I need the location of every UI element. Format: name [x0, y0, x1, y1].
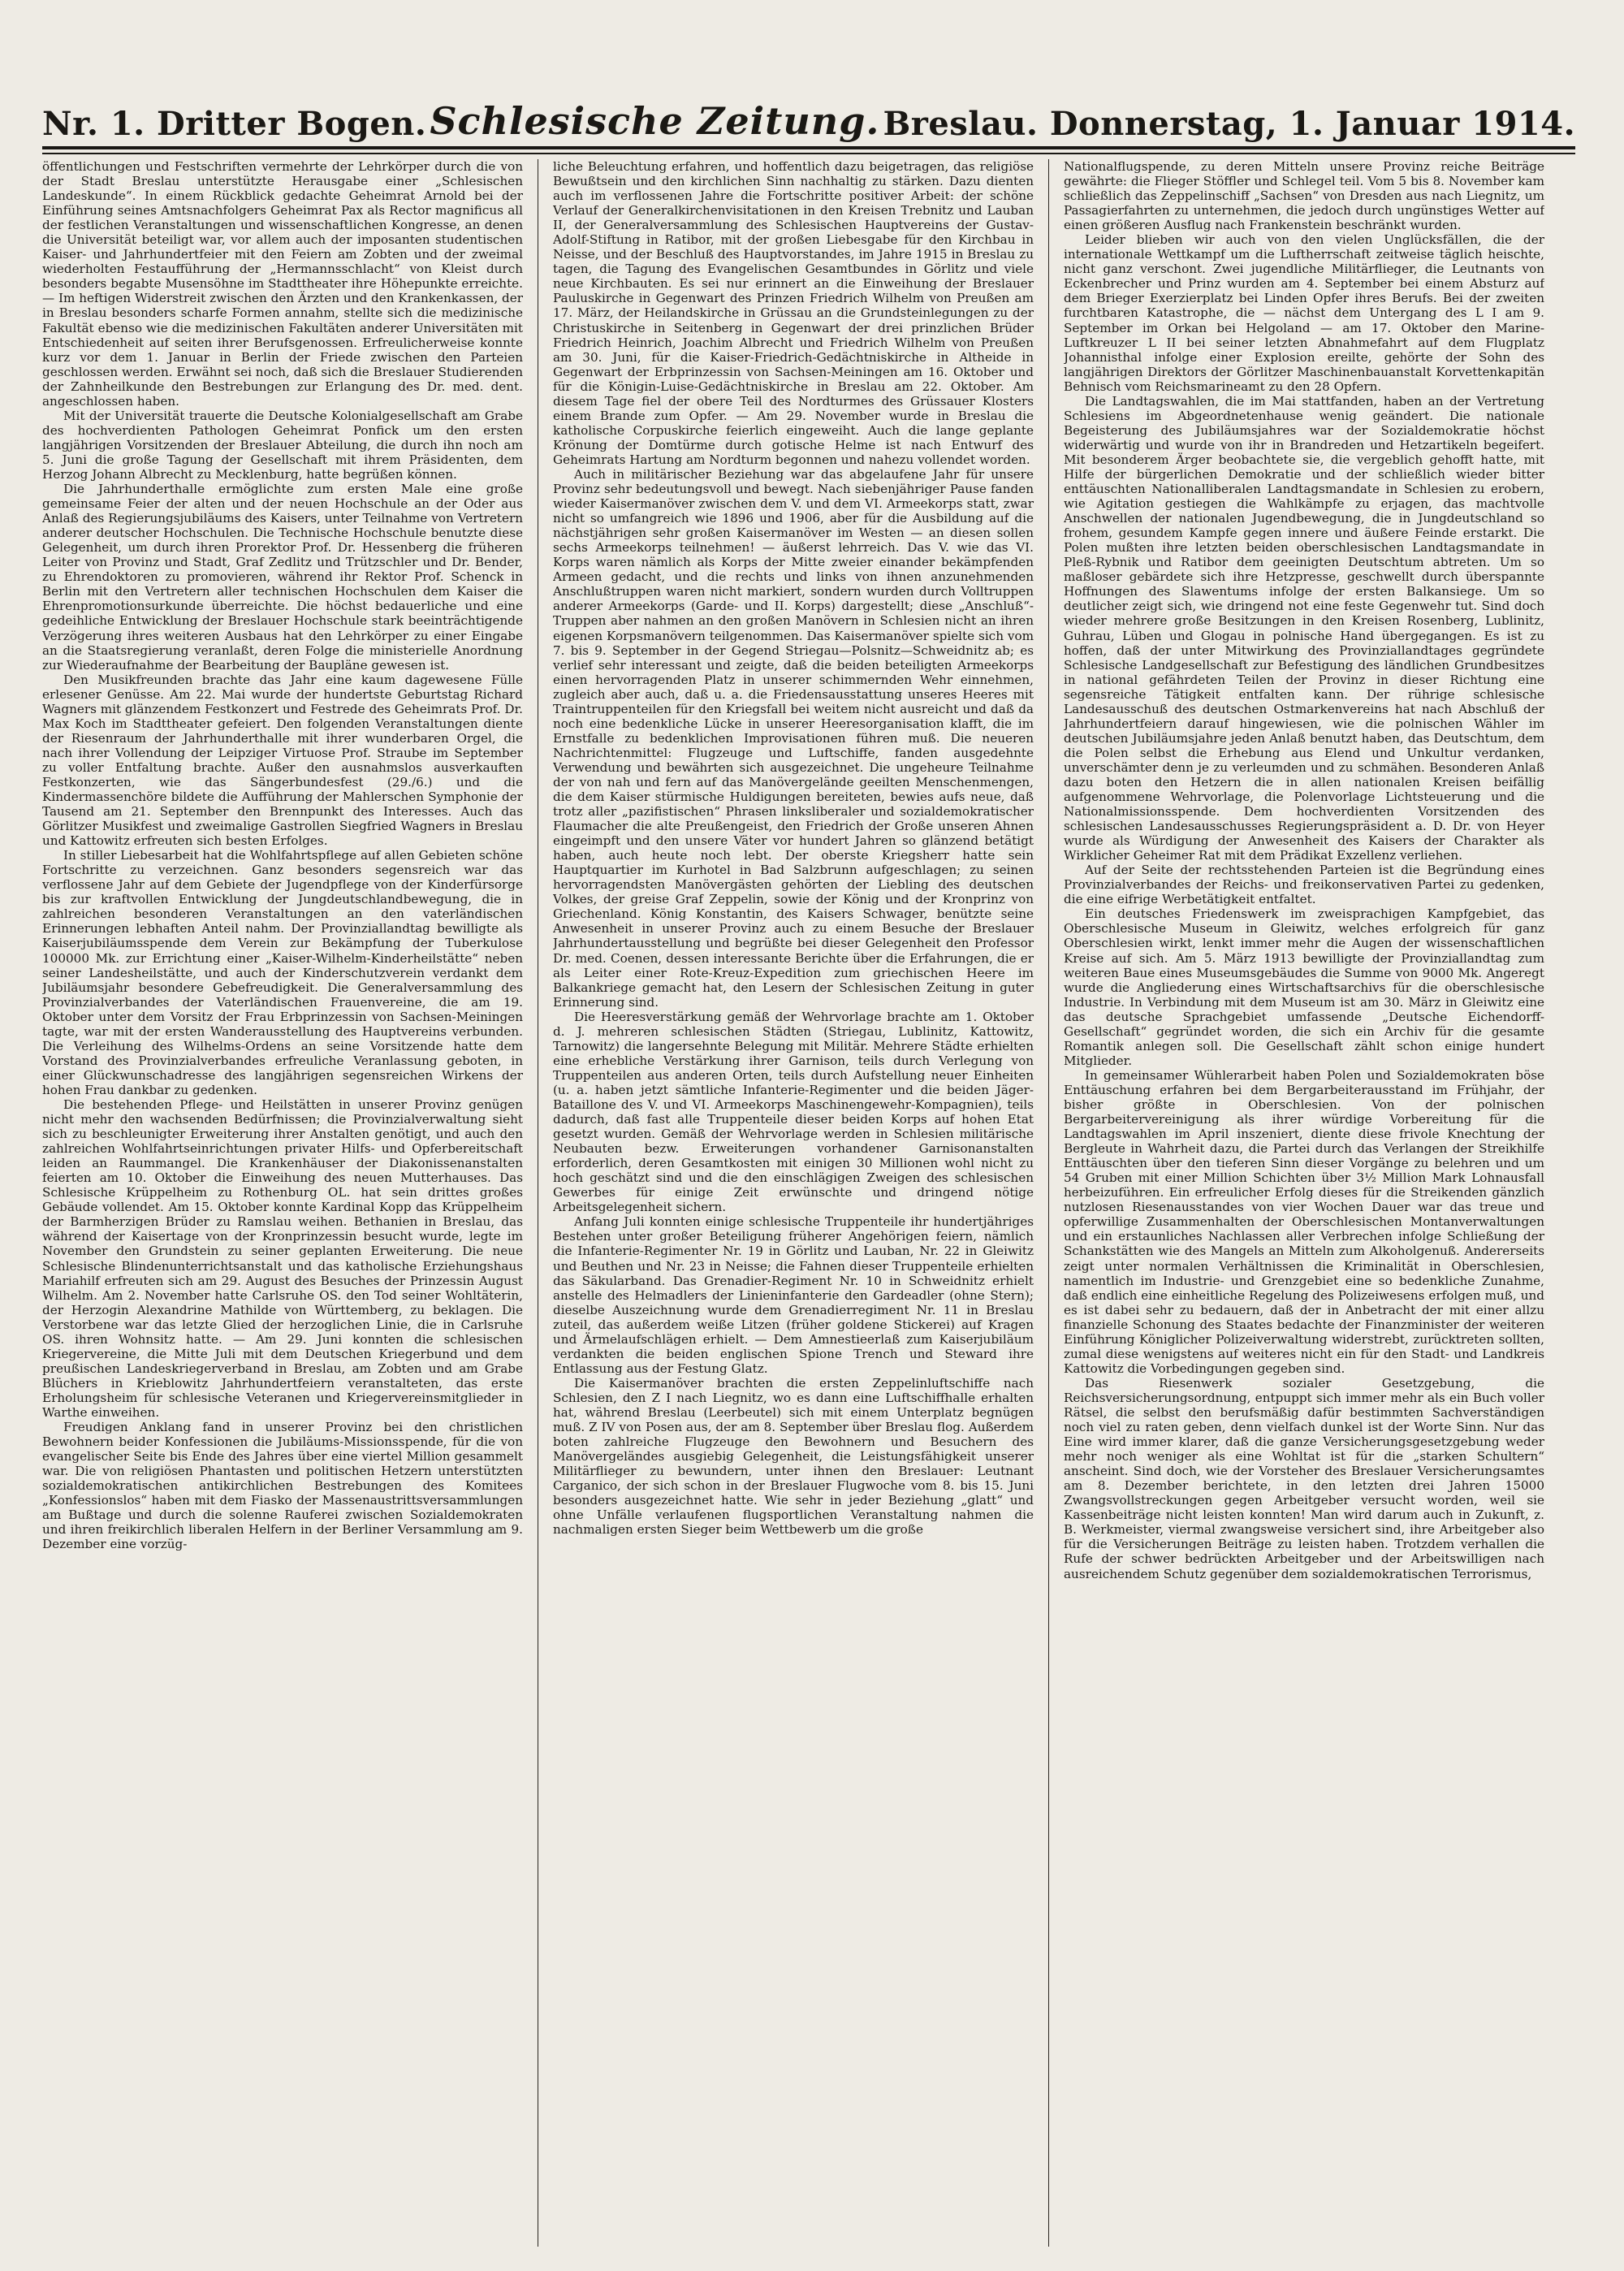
paragraph: In stiller Liebesarbeit hat die Wohlfahrtspflege auf allen Gebieten schöne Fortschritte zu verzeichnen. Ganz besonders segensreich war das verflossene Jahr auf dem Gebiete der Jugendpflege von der Kinderfürsorge bis zur kraftvollen Entwicklung der Jungdeutschlandbewegung, die in zahlreichen besonderen Veranstaltungen an den vaterländischen Erinnerungen lebhaften Anteil nahm. Der Provinziallandtag bewilligte als Kaiserjubiläumsspende dem Verein zur Bekämpfung der Tuberkulose 100000 Mk. zur Errichtung einer „Kaiser-Wilhelm-Kinderheilstätte“ neben seiner Landesheilstätte, und auch der Kinderschutzverein verdankt dem Jubiläumsjahr besondere Gebefreudigkeit. Die Generalversammlung des Provinzialverbandes der Vaterländischen Frauenvereine, die am 19. Oktober unter dem Vorsitz der Frau Erbprinzessin von Sachsen-Meiningen tagte, war mit der ersten Wanderausstellung des Hauptvereins verbunden. Die Verleihung des Wilhelms-Ordens an seine Vorsitzende hatte dem Vorstand des Provinzialverbandes erfreuliche Veranlassung geboten, in einer Glückwunschadresse des langjährigen segensreichen Wirkens der hohen Frau dankbar zu gedenken.	[42, 848, 523, 1097]
paragraph: öffentlichungen und Festschriften vermehrte der Lehrkörper durch die von der Stadt Breslau unterstützte Herausgabe einer „Schlesischen Landeskunde“. In einem Rückblick gedachte Geheimrat Arnold bei der Einführung seines Amtsnachfolgers Geheimrat Pax als Rector magnificus all der festlichen Veranstaltungen und wissenschaftlichen Kongresse, an denen die Universität beteiligt war, vor allem auch der imposanten studentischen Kaiser- und Jahrhundertfeier mit den Feiern am Zobten und der zweimal wiederholten Festaufführung der „Hermannsschlacht“ von Kleist durch besonders begabte Musensöhne im Stadttheater ihre Höhepunkte erreichte. — Im heftigen Widerstreit zwischen den Ärzten und den Krankenkassen, der in Breslau besonders scharfe Formen annahm, stellte sich die medizinische Fakultät ebenso wie die medizinischen Fakultäten anderer Universitäten mit Entschiedenheit auf seiten ihrer Berufsgenossen. Erfreulicherweise konnte kurz vor dem 1. Januar in Berlin der Friede zwischen den Parteien geschlossen werden. Erwähnt sei noch, daß sich die Breslauer Studierenden der Zahnheilkunde den Bestrebungen zur Erlangung des Dr. med. dent. angeschlossen haben.	[42, 159, 523, 409]
paragraph: Die Kaisermanöver brachten die ersten Zeppelinluftschiffe nach Schlesien, den Z I nach Liegnitz, wo es dann eine Luftschiffhalle erhalten hat, während Breslau (Leerbeutel) sich mit einem Unterplatz begnügen muß. Z IV von Posen aus, der am 8. September über Breslau flog. Außerdem boten zahlreiche Flugzeuge den Bewohnern und Besuchern des Manövergeländes ausgiebig Gelegenheit, die Leistungsfähigkeit unserer Militärflieger zu bewundern, unter ihnen den Breslauer: Leutnant Carganico, der sich schon in der Breslauer Flugwoche vom 8. bis 15. Juni besonders ausgezeichnet hatte. Wie sehr in jeder Beziehung „glatt“ und ohne Unfälle verlaufenen flugsportlichen Veranstaltung nahmen die nachmaligen ersten Sieger beim Wettbewerb um die große	[553, 1375, 1034, 1538]
text-columns	[42, 159, 1575, 2247]
paragraph: Die Landtagswahlen, die im Mai stattfanden, haben an der Vertretung Schlesiens im Abgeordnetenhause wenig geändert. Die nationale Begeisterung des Jubiläumsjahres war der Sozialdemokratie höchst widerwärtig und wurde von ihr in Brandreden und Hetzartikeln begeifert. Mit besonderem Ärger beobachtete sie, die vergeblich gehofft hatte, mit Hilfe der bürgerlichen Demokratie und der schließlich wieder bitter enttäuschten Nationalliberalen Landtagsmandate in Schlesien zu erobern, wie Agitation gestiegen die Wahlkämpfe zu erjagen, das machtvolle Anschwellen der nationalen Jugendbewegung, die in Jungdeutschland so frohem, gesundem Kampfe gegen innere und äußere Feinde erstarkt. Die Polen mußten ihre letzten beiden oberschlesischen Landtagsmandate in Pleß-Rybnik und Ratibor dem geeinigten Deutschtum abtreten. Um so maßloser gebärdete sich ihre Hetzpresse, geschwellt durch überspannte Hoffnungen des Slawentums infolge der ersten Balkansiege. Um so deutlicher zeigt sich, wie dringend not eine feste Gegenwehr tut. Sind doch wieder mehrere große Besitzungen in den Kreisen Rosenberg, Lublinitz, Guhrau, Lüben und Glogau in polnische Hand übergegangen. Es ist zu hoffen, daß der unter Mitwirkung des Provinziallandtages gegründete Schlesische Landgesellschaft zur Befestigung des ländlichen Grundbesitzes in national gefährdeten Teilen der Provinz in dieser Richtung eine segensreiche Tätigkeit entfalten kann. Der rührige schlesische Landesausschuß des deutschen Ostmarkenvereins hat nach Abschluß der Jahrhundertfeiern darauf hingewiesen, wie die polnischen Wähler im deutschen Jubiläumsjahre jeden Anlaß benutzt haben, das Deutschtum, dem die Polen selbst die Erhebung aus Elend und Unkultur verdanken, unverschämter denn je zu verleumden und zu schmähen. Besonderen Anlaß dazu boten den Hetzern die in allen nationalen Kreisen beifällig aufgenommene Wehrvorlage, die Polenvorlage Lichtsteuerung und die Nationalmissionsspende. Dem hochverdienten Vorsitzenden des schlesischen Landesausschusses Regierungspräsident a. D. Dr. von Heyer wurde als Würdigung der Anwesenheit des Kaisers der Charakter als Wirklicher Geheimer Rat mit dem Prädikat Exzellenz verliehen.	[1064, 393, 1544, 863]
paragraph: Die bestehenden Pflege- und Heilstätten in unserer Provinz genügen nicht mehr den wachsenden Bedürfnissen; die Provinzialverwaltung sieht sich zu beschleunigter Erweiterung ihrer Anstalten genötigt, und auch den zahlreichen Wohlfahrtseinrichtungen privater Hilfs- und Opferbereitschaft leiden an Raummangel. Die Krankenhäuser der Diakonissenanstalten feierten am 10. Oktober die Einweihung des neuen Mutterhauses. Das Schlesische Krüppelheim zu Rothenburg OL. hat sein drittes großes Gebäude vollendet. Am 15. Oktober konnte Kardinal Kopp das Krüppelheim der Barmherzigen Brüder zu Ramslau weihen. Bethanien in Breslau, das während der Kaisertage von der Kronprinzessin besucht wurde, legte im November den Grundstein zu seiner geplanten Erweiterung. Die neue Schlesische Blindenunterrichtsanstalt und das katholische Erziehungshaus Mariahilf erfreuten sich am 29. August des Besuches der Prinzessin August Wilhelm. Am 2. November hatte Carlsruhe OS. den Tod seiner Wohltäterin, der Herzogin Alexandrine Mathilde von Württemberg, zu beklagen. Die Verstorbene war das letzte Glied der herzoglichen Linie, die in Carlsruhe OS. ihren Wohnsitz hatte. — Am 29. Juni konnten die schlesischen Kriegervereine, die Mitte Juli mit dem Deutschen Kriegerbund und dem preußischen Landeskriegerverband in Breslau, am Zobten und am Grabe Blüchers in Krieblowitz Jahrhundertfeiern veranstalteten, das erste Erholungsheim für schlesische Veteranen und Kriegervereinsmitglieder in Warthe einweihen.	[42, 1097, 523, 1420]
masthead	[42, 81, 1575, 143]
paragraph: Anfang Juli konnten einige schlesische Truppenteile ihr hundertjähriges Bestehen unter großer Beteiligung früherer Angehörigen feiern, nämlich die Infanterie-Regimenter Nr. 19 in Görlitz und Lauban, Nr. 22 in Gleiwitz und Beuthen und Nr. 23 in Neisse; die Fahnen dieser Truppenteile erhielten das Säkularband. Das Grenadier-Regiment Nr. 10 in Schweidnitz erhielt anstelle des Helmadlers der Linieninfanterie den Gardeadler (ohne Stern); dieselbe Auszeichnung wurde dem Grenadierregiment Nr. 11 in Breslau zuteil, das außerdem weiße Litzen (früher goldene Stickerei) auf Kragen und Ärmelaufschlägen erhielt. — Dem Amnestieerlaß zum Kaiserjubiläum verdankten die beiden englischen Spione Trench und Steward ihre Entlassung aus der Festung Glatz.	[553, 1214, 1034, 1376]
place-date: Breslau. Donnerstag, 1. Januar 1914.	[883, 105, 1575, 143]
paragraph: Mit der Universität trauerte die Deutsche Kolonialgesellschaft am Grabe des hochverdienten Pathologen Geheimrat Ponfick um den ersten langjährigen Vorsitzenden der Breslauer Abteilung, die durch ihn noch am 5. Juni die große Tagung der Gesellschaft mit ihrem Präsidenten, dem Herzog Johann Albrecht zu Mecklenburg, hatte begrüßen können.	[42, 408, 523, 482]
newspaper-title: Schlesische Zeitung.	[430, 99, 880, 143]
column-divider	[1048, 159, 1049, 2247]
column-1	[42, 159, 523, 2247]
paragraph: Die Heeresverstärkung gemäß der Wehrvorlage brachte am 1. Oktober d. J. mehreren schlesischen Städten (Striegau, Lublinitz, Kattowitz, Tarnowitz) die langersehnte Belegung mit Militär. Mehrere Städte erhielten eine erhebliche Verstärkung ihrer Garnison, teils durch Verlegung von Truppenteilen aus anderen Orten, teils durch Aufstellung neuer Einheiten (u. a. haben jetzt sämtliche Infanterie-Regimenter und die beiden Jäger-Bataillone des V. und VI. Armeekorps Maschinengewehr-Kompagnien), teils dadurch, daß fast alle Truppenteile dieser beiden Korps auf hohen Etat gesetzt wurden. Gemäß der Wehrvorlage werden in Schlesien militärische Neubauten bezw. Erweiterungen vorhandener Garnisonanstalten erforderlich, deren Gesamtkosten mit einigen 30 Millionen wohl nicht zu hoch geschätzt sind und die den einschlägigen Zweigen des schlesischen Gewerbes für einige Zeit erwünschte und dringend nötige Arbeitsgelegenheit sichern.	[553, 1009, 1034, 1215]
masthead-rule	[42, 146, 1575, 149]
paragraph: Die Jahrhunderthalle ermöglichte zum ersten Male eine große gemeinsame Feier der alten und der neuen Hochschule an der Oder aus Anlaß des Regierungsjubiläums des Kaisers, unter Teilnahme von Vertretern anderer deutscher Hochschulen. Die Technische Hochschule benutzte diese Gelegenheit, um durch ihren Prorektor Prof. Dr. Hessenberg die früheren Leiter von Provinz und Stadt, Graf Zedlitz und Trützschler und Dr. Bender, zu Ehrendoktoren zu promovieren, während ihr Rektor Prof. Schenck in Berlin mit den Vertretern aller technischen Hochschulen dem Kaiser die Ehrenpromotionsurkunde überreichte. Die höchst bedauerliche und eine gedeihliche Entwicklung der Breslauer Hochschule stark beeinträchtigende Verzögerung ihres weiteren Ausbaus hat den Lehrkörper zu einer Eingabe an die Staatsregierung veranlaßt, deren Folge die ministerielle Anordnung zur Wiederaufnahme der Bearbeitung der Baupläne gewesen ist.	[42, 482, 523, 673]
column-3	[1064, 159, 1544, 2247]
paragraph: Leider blieben wir auch von den vielen Unglücksfällen, die der internationale Wettkampf um die Luftherrschaft zeitweise täglich heischte, nicht ganz verschont. Zwei jugendliche Militärflieger, die Leutnants von Eckenbrecher und Prinz wurden am 4. September bei einem Absturz auf dem Brieger Exerzierplatz bei Linden Opfer ihres Berufs. Bei der zweiten furchtbaren Katastrophe, die — nächst dem Untergang des L I am 9. September im Orkan bei Helgoland — am 17. Oktober den Marine-Luftkreuzer L II bei seiner letzten Abnahmefahrt auf dem Flugplatz Johannisthal infolge einer Explosion ereilte, gehörte der Sohn des langjährigen Direktors der Görlitzer Maschinenbauanstalt Korvettenkapitän Behnisch vom Reichsmarineamt zu den 28 Opfern.	[1064, 232, 1544, 394]
paragraph: Auch in militärischer Beziehung war das abgelaufene Jahr für unsere Provinz sehr bedeutungsvoll und bewegt. Nach siebenjähriger Pause fanden wieder Kaisermanöver zwischen dem V. und dem VI. Armeekorps statt, zwar nicht so umfangreich wie 1896 und 1906, aber für die Ausbildung auf die nächstjährigen sehr großen Kaisermanöver im Westen — an diesen sollen sechs Armeekorps teilnehmen! — äußerst lehrreich. Das V. wie das VI. Korps waren nämlich als Korps der Mitte zweier einander bekämpfenden Armeen gedacht, und die rechts und links von ihnen anzunehmenden Anschlußtruppen waren nicht markiert, sondern wurden durch Volltruppen anderer Armeekorps (Garde- und II. Korps) dargestellt; diese „Anschluß“-Truppen aber nahmen an den großen Manövern in Schlesien nicht an ihren eigenen Korpsmanövern teilgenommen. Das Kaisermanöver spielte sich vom 7. bis 9. September in der Gegend Striegau—Polsnitz—Schweidnitz ab; es verlief sehr interessant und zeigte, daß die beiden beteiligten Armeekorps einen hervorragenden Platz in unserer schimmernden Wehr einnehmen, zugleich aber auch, daß u. a. die Friedensausstattung unseres Heeres mit Traintruppenteilen für den Kriegsfall bei weitem nicht ausreicht und daß da noch eine bedenkliche Lücke in unserer Heeresorganisation klafft, die im Ernstfalle zu bedenklichen Improvisationen führen muß. Die neueren Nachrichtenmittel: Flugzeuge und Luftschiffe, fanden ausgedehnte Verwendung und bewährten sich ausgezeichnet. Die ungeheure Teilnahme der von nah und fern auf das Manövergelände geeilten Menschenmengen, die dem Kaiser stürmische Huldigungen bereiteten, bewies aufs neue, daß trotz aller „pazifistischen“ Phrasen linksliberaler und sozialdemokratischer Flaumacher die alte Preußengeist, den Friedrich der Große unseren Ahnen eingeimpft und den unsere Väter vor hundert Jahren so glänzend betätigt haben, auch heute noch lebt. Der oberste Kriegsherr hatte sein Hauptquartier im Kurhotel in Bad Salzbrunn aufgeschlagen; zu seinen hervorragendsten Manövergästen gehörten der Liebling des deutschen Volkes, der greise Graf Zeppelin, sowie der König und der Kronprinz von Griechenland. König Konstantin, des Kaisers Schwager, benützte seine Anwesenheit in unserer Provinz auch zu einem Besuche der Breslauer Jahrhundertausstellung und begrüßte bei dieser Gelegenheit den Professor Dr. med. Coenen, dessen interessante Berichte über die Erfahrungen, die er als Leiter einer Rote-Kreuz-Expedition zum griechischen Heere im Balkankriege gemacht hat, den Lesern der Schlesischen Zeitung in guter Erinnerung sind.	[553, 466, 1034, 1010]
paragraph: Den Musikfreunden brachte das Jahr eine kaum dagewesene Fülle erlesener Genüsse. Am 22. Mai wurde der hundertste Geburtstag Richard Wagners mit glänzendem Festkonzert und Festrede des Geheimrats Prof. Dr. Max Koch im Stadttheater gefeiert. Den folgenden Veranstaltungen diente der Riesenraum der Jahrhunderthalle mit ihrer wunderbaren Orgel, die nach ihrer Vollendung der Leipziger Virtuose Prof. Straube im September zu voller Entfaltung brachte. Außer den ausnahmslos ausverkauften Festkonzerten, wie das Sängerbundesfest (29./6.) und die Kindermassenchöre bildete die Aufführung der Mahlerschen Symphonie der Tausend am 21. September den Brennpunkt des Interesses. Auch das Görlitzer Musikfest und zweimalige Gastrollen Siegfried Wagners in Breslau und Kattowitz erfreuten sich besten Erfolges.	[42, 672, 523, 849]
paragraph: liche Beleuchtung erfahren, und hoffentlich dazu beigetragen, das religiöse Bewußtsein und den kirchlichen Sinn nachhaltig zu stärken. Dazu dienten auch im verflossenen Jahre die Fortschritte positiver Arbeit: der schöne Verlauf der Generalkirchenvisitationen in den Kreisen Trebnitz und Lauban II, der Generalversammlung des Schlesischen Hauptvereins der Gustav-Adolf-Stiftung in Ratibor, mit der großen Liebesgabe für den Kirchbau in Neisse, und der Beschluß des Hauptvorstandes, im Jahre 1915 in Breslau zu tagen, die Tagung des Evangelischen Gesamtbundes in Görlitz und viele neue Kirchbauten. Es sei nur erinnert an die Einweihung der Breslauer Pauluskirche in Gegenwart des Prinzen Friedrich Wilhelm von Preußen am 17. März, der Heilandskirche in Grüssau an die Grundsteinlegungen zu der Christuskirche in Seitenberg in Gegenwart der drei prinzlichen Brüder Friedrich Heinrich, Joachim Albrecht und Friedrich Wilhelm von Preußen am 30. Juni, für die Kaiser-Friedrich-Gedächtniskirche in Altheide in Gegenwart der Erbprinzessin von Sachsen-Meiningen am 16. Oktober und für die Königin-Luise-Gedächtniskirche in Breslau am 22. Oktober. Am diesem Tage fiel der obere Teil des Nordturmes des Grüssauer Klosters einem Brande zum Opfer. — Am 29. November wurde in Breslau die katholische Corpuskirche feierlich eingeweiht. Auch die lange geplante Krönung der Domtürme durch gotische Helme ist nach Entwurf des Geheimrats Hartung am Nordturm begonnen und nahezu vollendet worden.	[553, 159, 1034, 467]
paragraph: Auf der Seite der rechtsstehenden Parteien ist die Begründung eines Provinzialverbandes der Reichs- und freikonservativen Partei zu gedenken, die eine eifrige Werbetätigkeit entfaltet.	[1064, 863, 1544, 907]
paragraph: Nationalflugspende, zu deren Mitteln unsere Provinz reiche Beiträge gewährte: die Flieger Stöffler und Schlegel teil. Vom 5 bis 8. November kam schließlich das Zeppelinschiff „Sachsen“ von Dresden aus nach Liegnitz, um Passagierfahrten zu unternehmen, die jedoch durch ungünstiges Wetter auf einen größeren Ausflug nach Frankenstein beschränkt wurden.	[1064, 159, 1544, 233]
paragraph: Freudigen Anklang fand in unserer Provinz bei den christlichen Bewohnern beider Konfessionen die Jubiläums-Missionsspende, für die von evangelischer Seite bis Ende des Jahres über eine viertel Million gesammelt war. Die von religiösen Phantasten und politischen Hetzern unterstützten sozialdemokratischen antikirchlichen Bestrebungen des Komitees „Konfessionslos“ haben mit dem Fiasko der Massenaustrittsversammlungen am Bußtage und durch die solenne Rauferei zwischen Sozialdemokraten und ihren freikirchlich liberalen Helfern in der Berliner Versammlung am 9. Dezember eine vorzüg-	[42, 1420, 523, 1552]
paragraph: Das Riesenwerk sozialer Gesetzgebung, die Reichsversicherungsordnung, entpuppt sich immer mehr als ein Buch voller Rätsel, die selbst den berufsmäßig dafür bestimmten Sachverständigen noch viel zu raten geben, denn vielfach dunkel ist der Worte Sinn. Nur das Eine wird immer klarer, daß die ganze Versicherungsgesetzgebung weder mehr noch weniger als eine Wohltat ist für die „starken Schultern“ anscheint. Sind doch, wie der Vorsteher des Breslauer Versicherungsamtes am 8. Dezember berichtete, in den letzten drei Jahren 15000 Zwangsvollstreckungen gegen Arbeitgeber versucht worden, weil sie Kassenbeiträge nicht leisten konnten! Man wird darum auch in Zukunft, z. B. Werkmeister, viermal zwangsweise versichert sind, ihre Arbeitgeber also für die Versicherungen Beiträge zu leisten haben. Trotzdem verhallen die Rufe der schwer bedrückten Arbeitgeber und der Arbeitswilligen nach ausreichendem Schutz gegenüber dem sozialdemokratischen Terrorismus,	[1064, 1375, 1544, 1581]
issue-label: Nr. 1. Dritter Bogen.	[42, 105, 427, 143]
column-2	[553, 159, 1034, 2247]
masthead-rule-thin	[42, 153, 1575, 154]
paragraph: Ein deutsches Friedenswerk im zweisprachigen Kampfgebiet, das Oberschlesische Museum in Gleiwitz, welches erfolgreich für ganz Oberschlesien wirkt, lenkt immer mehr die Augen der wissenschaftlichen Kreise auf sich. Am 5. März 1913 bewilligte der Provinziallandtag zum weiteren Baue eines Museumsgebäudes die Summe von 9000 Mk. Angeregt wurde die Angliederung eines Wirtschaftsarchivs für die oberschlesische Industrie. In Verbindung mit dem Museum ist am 30. März in Gleiwitz eine das deutsche Sprachgebiet umfassende „Deutsche Eichendorff-Gesellschaft“ gegründet worden, die sich ein Archiv für die gesamte Romantik anlegen soll. Die Gesellschaft zählt schon einige hundert Mitglieder.	[1064, 906, 1544, 1068]
paragraph: In gemeinsamer Wühlerarbeit haben Polen und Sozialdemokraten böse Enttäuschung erfahren bei dem Bergarbeiterausstand im Frühjahr, der bisher größte in Oberschlesien. Von der polnischen Bergarbeitervereinigung als ihrer würdige Vorbereitung für die Landtagswahlen im April inszeniert, diente diese frivole Knechtung der Bergleute in Wahrheit dazu, die Partei durch das Verlangen der Streikhilfe Enttäuschten über den tieferen Sinn dieser Vorgänge zu belehren und um 54 Gruben mit einer Million Schichten über 3½ Million Mark Lohnausfall herbeizuführen. Ein erfreulicher Erfolg dieses für die Streikenden gänzlich nutzlosen Riesenausstandes von vier Wochen Dauer war das treue und opferwillige Zusammenhalten der Oberschlesischen Montanverwaltungen und ein erstaunliches Nachlassen aller Verbrechen infolge Schließung der Schankstätten wie des Mangels an Mitteln zum Alkoholgenuß. Andererseits zeigt unter normalen Verhältnissen die Kriminalität in Oberschlesien, namentlich im Industrie- und Grenzgebiet eine so bedenkliche Zunahme, daß endlich eine einheitliche Regelung des Polizeiwesens erfolgen muß, und es ist dabei sehr zu bedauern, daß der in Anbetracht der mit einer allzu finanzielle Schonung des Staates bedachte der Finanzminister der weiteren Einführung Königlicher Polizeiverwaltung widerstrebt, zurücktreten sollten, zumal diese wenigstens auf weiteres nicht ein für den Stadt- und Landkreis Kattowitz die Vorbedingungen gegeben sind.	[1064, 1067, 1544, 1376]
